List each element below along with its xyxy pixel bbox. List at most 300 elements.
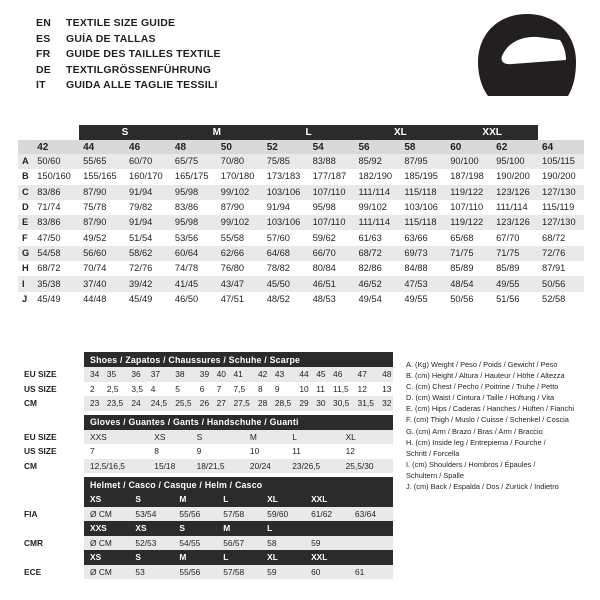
cmr-val-0: 52/53	[129, 536, 173, 551]
cell-b-8: 185/195	[400, 169, 446, 184]
cell-c-3: 95/98	[171, 185, 217, 200]
cmr-head-2: S	[173, 521, 217, 536]
cell-c-10: 123/126	[492, 185, 538, 200]
shoes-header-row	[18, 352, 393, 367]
cmr-unit: Ø CM	[84, 536, 129, 551]
header-text-de: TEXTILGRÖSSENFÜHRUNG	[66, 63, 212, 76]
header	[36, 16, 456, 94]
cell-c-7: 111/114	[354, 185, 400, 200]
shoes-eu-7: 41	[227, 367, 252, 382]
legend-item-h: H. (cm) Inside leg / Entrepierna / Fourche /	[406, 437, 546, 447]
gloves-cm-row	[18, 459, 393, 474]
row-label-g: G	[18, 246, 33, 261]
legend-item-b: B. (cm) Height / Altura / Hauteur / Höhe / Altezza	[406, 371, 565, 381]
cell-f-5: 57/60	[263, 230, 309, 245]
size-54: 54	[309, 140, 355, 154]
cell-g-5: 64/68	[263, 246, 309, 261]
shoes-us-7: 7,5	[227, 382, 252, 397]
cell-j-6: 48/53	[309, 292, 355, 307]
cell-i-5: 45/50	[263, 276, 309, 291]
gloves-us-1: 8	[148, 444, 190, 459]
ece-header-spacer	[18, 550, 84, 565]
legend-item-a: A. (Kg) Weight / Peso / Poids / Gewicht / Peso	[406, 360, 558, 369]
fia-label: FIA	[18, 507, 84, 522]
cmr-val-2: 56/57	[217, 536, 261, 551]
shoes-cm-9: 28,5	[269, 396, 294, 411]
cell-e-7: 111/114	[354, 215, 400, 230]
cmr-val-4: 59	[305, 536, 349, 551]
cell-j-5: 48/52	[263, 292, 309, 307]
fia-header-spacer	[18, 492, 84, 507]
cell-j-0: 45/49	[33, 292, 79, 307]
fia-val-4: 61/62	[305, 507, 349, 522]
cell-e-0: 83/86	[33, 215, 79, 230]
shoes-eu-5: 39	[194, 367, 211, 382]
group-band-m: M	[171, 125, 263, 140]
shoes-eu-14: 48	[376, 367, 393, 382]
helmet-header-row	[18, 477, 393, 492]
cell-h-1: 70/74	[79, 261, 125, 276]
cell-d-2: 79/82	[125, 200, 171, 215]
cell-g-0: 54/58	[33, 246, 79, 261]
fia-head-1: S	[129, 492, 173, 507]
fia-head-pad	[349, 492, 393, 507]
header-text-es: GUÍA DE TALLAS	[66, 32, 156, 45]
cell-e-1: 87/90	[79, 215, 125, 230]
gloves-title: Gloves / Guantes / Gants / Handschuhe / Guanti	[84, 415, 393, 430]
shoes-eu-row	[18, 367, 393, 382]
row-label-d: D	[18, 200, 33, 215]
cell-h-5: 78/82	[263, 261, 309, 276]
cell-b-4: 170/180	[217, 169, 263, 184]
shoes-us-10: 10	[293, 382, 310, 397]
cell-i-11: 50/56	[538, 276, 584, 291]
cmr-label: CMR	[18, 536, 84, 551]
shoes-cm-1: 23,5	[101, 396, 126, 411]
shoes-eu-9: 43	[269, 367, 294, 382]
row-label-c: C	[18, 185, 33, 200]
cell-f-3: 53/56	[171, 230, 217, 245]
table-row	[18, 215, 584, 230]
shoes-us-0: 2	[84, 382, 101, 397]
table-row	[18, 261, 584, 276]
shoes-cm-5: 26	[194, 396, 211, 411]
fia-head-3: L	[217, 492, 261, 507]
header-lang-en: EN	[36, 17, 51, 29]
gloves-us-row	[18, 444, 393, 459]
ece-head-4: XL	[261, 550, 305, 565]
table-row	[18, 292, 584, 307]
gloves-eu-label: EU SIZE	[18, 430, 84, 445]
cell-g-10: 71/75	[492, 246, 538, 261]
size-64: 64	[538, 140, 584, 154]
header-row-de	[36, 63, 456, 79]
ece-val-0: 53	[129, 565, 173, 580]
shoes-us-13: 12	[352, 382, 377, 397]
size-58: 58	[400, 140, 446, 154]
cell-b-2: 160/170	[125, 169, 171, 184]
size-42: 42	[33, 140, 79, 154]
cell-e-3: 95/98	[171, 215, 217, 230]
size-50: 50	[217, 140, 263, 154]
fia-head-2: M	[173, 492, 217, 507]
gloves-eu-5: XL	[340, 430, 393, 445]
cell-b-10: 190/200	[492, 169, 538, 184]
shoes-eu-0: 34	[84, 367, 101, 382]
gloves-eu-4: L	[286, 430, 339, 445]
cell-d-5: 91/94	[263, 200, 309, 215]
cell-g-4: 62/66	[217, 246, 263, 261]
cell-g-2: 58/62	[125, 246, 171, 261]
size-44: 44	[79, 140, 125, 154]
header-lang-fr: FR	[36, 48, 51, 60]
ece-val-5: 61	[349, 565, 393, 580]
cmr-value-row	[18, 536, 393, 551]
cmr-val-1: 54/55	[173, 536, 217, 551]
shoes-cm-11: 30	[310, 396, 327, 411]
cell-i-7: 46/52	[354, 276, 400, 291]
shoes-us-6: 7	[211, 382, 228, 397]
size-number-row	[18, 140, 584, 154]
gloves-eu-0: XXS	[84, 430, 148, 445]
cell-d-8: 103/106	[400, 200, 446, 215]
ece-value-row	[18, 565, 393, 580]
fia-unit: Ø CM	[84, 507, 129, 522]
legend-item-d: D. (cm) Waist / Cintura / Taille / Hüftung / Vita	[406, 393, 555, 403]
gloves-us-4: 11	[286, 444, 339, 459]
cell-i-4: 43/47	[217, 276, 263, 291]
cell-f-10: 67/70	[492, 230, 538, 245]
cell-b-5: 173/183	[263, 169, 309, 184]
gloves-cm-0: 12,5/16,5	[84, 459, 148, 474]
cell-f-11: 68/72	[538, 230, 584, 245]
shoes-cm-3: 24,5	[145, 396, 170, 411]
gloves-cm-4: 23/26,5	[286, 459, 339, 474]
gloves-us-0: 7	[84, 444, 148, 459]
legend-item-f: F. (cm) Thigh / Muslo / Cuisse / Schenkel / Coscia	[406, 415, 569, 425]
cell-b-9: 187/198	[446, 169, 492, 184]
ece-head-pad	[349, 550, 393, 565]
cmr-size-header-row	[18, 521, 393, 536]
shoes-us-3: 4	[145, 382, 170, 397]
fia-value-row	[18, 507, 393, 522]
gloves-eu-1: XS	[148, 430, 190, 445]
header-row-es	[36, 32, 456, 48]
shoes-cm-6: 27	[211, 396, 228, 411]
cell-e-10: 123/126	[492, 215, 538, 230]
shoes-us-11: 11	[310, 382, 327, 397]
ece-head-5: XXL	[305, 550, 349, 565]
gloves-header-row	[18, 415, 393, 430]
cmr-head-1: XS	[129, 521, 173, 536]
shoes-us-9: 9	[269, 382, 294, 397]
fia-val-2: 57/58	[217, 507, 261, 522]
header-lang-it: IT	[36, 79, 46, 91]
header-row-en	[36, 16, 456, 32]
row-label-b: B	[18, 169, 33, 184]
cell-i-8: 47/53	[400, 276, 446, 291]
group-band-blank-2	[538, 125, 584, 140]
table-row	[18, 246, 584, 261]
cell-b-3: 165/175	[171, 169, 217, 184]
cell-e-4: 99/102	[217, 215, 263, 230]
cell-h-8: 84/88	[400, 261, 446, 276]
ece-val-2: 57/58	[217, 565, 261, 580]
cell-c-1: 87/90	[79, 185, 125, 200]
row-label-f: F	[18, 230, 33, 245]
group-band-blank-1	[33, 125, 79, 140]
cell-a-10: 95/100	[492, 154, 538, 169]
shoes-eu-2: 36	[125, 367, 144, 382]
legend-item-i-cont: Schultern / Spalle	[406, 470, 464, 480]
size-60: 60	[446, 140, 492, 154]
cell-e-5: 103/106	[263, 215, 309, 230]
fia-head-4: XL	[261, 492, 305, 507]
fia-val-3: 59/60	[261, 507, 305, 522]
shoes-header-spacer	[18, 352, 84, 367]
shoes-us-row	[18, 382, 393, 397]
shoes-cm-row	[18, 396, 393, 411]
header-row-fr	[36, 47, 456, 63]
ece-head-1: S	[129, 550, 173, 565]
gloves-cm-3: 20/24	[244, 459, 286, 474]
cell-b-7: 182/190	[354, 169, 400, 184]
size-46: 46	[125, 140, 171, 154]
row-label-i: I	[18, 276, 33, 291]
cell-e-11: 127/130	[538, 215, 584, 230]
bottom-left-tables	[18, 352, 393, 583]
cell-h-9: 85/89	[446, 261, 492, 276]
gloves-cm-label: CM	[18, 459, 84, 474]
table-row	[18, 169, 584, 184]
cell-g-3: 60/64	[171, 246, 217, 261]
ece-val-1: 55/56	[173, 565, 217, 580]
cmr-val-3: 58	[261, 536, 305, 551]
shoes-us-2: 3,5	[125, 382, 144, 397]
cell-h-2: 72/76	[125, 261, 171, 276]
ece-label: ECE	[18, 565, 84, 580]
shoes-eu-6: 40	[211, 367, 228, 382]
cell-f-6: 59/62	[309, 230, 355, 245]
gloves-eu-row	[18, 430, 393, 445]
gloves-eu-3: M	[244, 430, 286, 445]
shoes-us-5: 6	[194, 382, 211, 397]
cell-i-0: 35/38	[33, 276, 79, 291]
cell-d-1: 75/78	[79, 200, 125, 215]
shoes-cm-2: 24	[125, 396, 144, 411]
shoes-cm-13: 31,5	[352, 396, 377, 411]
cell-h-6: 80/84	[309, 261, 355, 276]
cell-a-0: 50/60	[33, 154, 79, 169]
table-row	[18, 185, 584, 200]
table-row	[18, 230, 584, 245]
cell-d-4: 87/90	[217, 200, 263, 215]
cmr-head-pad2	[349, 521, 393, 536]
cell-i-1: 37/40	[79, 276, 125, 291]
ece-head-2: M	[173, 550, 217, 565]
cell-j-11: 52/58	[538, 292, 584, 307]
cell-f-2: 51/54	[125, 230, 171, 245]
cell-j-1: 44/48	[79, 292, 125, 307]
main-table-body	[18, 125, 584, 307]
cell-b-6: 177/187	[309, 169, 355, 184]
ece-val-4: 60	[305, 565, 349, 580]
cell-e-2: 91/94	[125, 215, 171, 230]
gloves-cm-1: 15/18	[148, 459, 190, 474]
shoes-eu-12: 46	[327, 367, 352, 382]
fia-head-5: XXL	[305, 492, 349, 507]
cell-f-0: 47/50	[33, 230, 79, 245]
cell-h-11: 87/91	[538, 261, 584, 276]
shoes-cm-7: 27,5	[227, 396, 252, 411]
shoes-table	[18, 352, 393, 411]
shoes-cm-4: 25,5	[169, 396, 194, 411]
shoes-eu-3: 37	[145, 367, 170, 382]
size-62: 62	[492, 140, 538, 154]
shoes-cm-8: 28	[252, 396, 269, 411]
gloves-us-5: 12	[340, 444, 393, 459]
cell-d-7: 99/102	[354, 200, 400, 215]
cell-i-9: 48/54	[446, 276, 492, 291]
cell-g-8: 69/73	[400, 246, 446, 261]
gloves-us-2: 9	[191, 444, 244, 459]
cell-b-1: 155/165	[79, 169, 125, 184]
cell-i-6: 46/51	[309, 276, 355, 291]
ece-head-3: L	[217, 550, 261, 565]
header-row-it	[36, 78, 456, 94]
cell-a-1: 55/65	[79, 154, 125, 169]
legend-item-i: I. (cm) Shoulders / Hombros / Épaules /	[406, 459, 536, 469]
table-row	[18, 154, 584, 169]
cell-a-5: 75/85	[263, 154, 309, 169]
cell-e-6: 107/110	[309, 215, 355, 230]
cell-c-5: 103/106	[263, 185, 309, 200]
cell-g-7: 68/72	[354, 246, 400, 261]
cell-e-9: 119/122	[446, 215, 492, 230]
cell-c-11: 127/130	[538, 185, 584, 200]
cell-a-8: 87/95	[400, 154, 446, 169]
gloves-cm-5: 25,5/30	[340, 459, 393, 474]
group-band-xl: XL	[354, 125, 446, 140]
cell-i-10: 49/55	[492, 276, 538, 291]
shoes-us-1: 2,5	[101, 382, 126, 397]
cmr-head-4: L	[261, 521, 305, 536]
size-52: 52	[263, 140, 309, 154]
cell-j-9: 50/56	[446, 292, 492, 307]
cell-f-7: 61/63	[354, 230, 400, 245]
gloves-table	[18, 415, 393, 474]
cell-c-8: 115/118	[400, 185, 446, 200]
cell-a-3: 65/75	[171, 154, 217, 169]
ece-val-3: 59	[261, 565, 305, 580]
size-row-label	[18, 140, 33, 154]
cell-h-3: 74/78	[171, 261, 217, 276]
shoes-eu-1: 35	[101, 367, 126, 382]
cell-g-9: 71/75	[446, 246, 492, 261]
gloves-cm-2: 18/21,5	[191, 459, 244, 474]
cell-d-11: 115/119	[538, 200, 584, 215]
cmr-head-0: XXS	[84, 521, 129, 536]
cmr-head-pad1	[305, 521, 349, 536]
gloves-eu-2: S	[191, 430, 244, 445]
cell-j-4: 47/51	[217, 292, 263, 307]
shoes-cm-label: CM	[18, 396, 84, 411]
cell-a-4: 70/80	[217, 154, 263, 169]
cell-c-0: 83/86	[33, 185, 79, 200]
cell-c-2: 91/94	[125, 185, 171, 200]
cell-f-9: 65/68	[446, 230, 492, 245]
cell-b-0: 150/160	[33, 169, 79, 184]
helmet-header-spacer	[18, 477, 84, 492]
legend-item-g: G. (cm) Arm / Brazo / Bras / Arm / Braccio	[406, 426, 543, 436]
group-band-spacer	[18, 125, 33, 140]
row-label-a: A	[18, 154, 33, 169]
cell-j-10: 51/56	[492, 292, 538, 307]
group-band-s: S	[79, 125, 171, 140]
cell-h-0: 68/72	[33, 261, 79, 276]
legend-item-j: J. (cm) Back / Espalda / Dos / Zurück / Indietro	[406, 482, 559, 492]
size-48: 48	[171, 140, 217, 154]
cell-i-2: 39/42	[125, 276, 171, 291]
cell-c-4: 99/102	[217, 185, 263, 200]
cell-f-1: 49/52	[79, 230, 125, 245]
cell-a-6: 83/88	[309, 154, 355, 169]
legend-item-e: E. (cm) Hips / Caderas / Hanches / Hüften / Fianchi	[406, 404, 574, 414]
header-lang-es: ES	[36, 32, 51, 45]
gloves-us-3: 10	[244, 444, 286, 459]
shoes-cm-0: 23	[84, 396, 101, 411]
cell-g-1: 56/60	[79, 246, 125, 261]
ece-size-header-row	[18, 550, 393, 565]
cell-a-7: 85/92	[354, 154, 400, 169]
cell-d-6: 95/98	[309, 200, 355, 215]
shoes-us-4: 5	[169, 382, 194, 397]
cmr-val-pad	[349, 536, 393, 551]
shoes-cm-12: 30,5	[327, 396, 352, 411]
cell-c-9: 119/122	[446, 185, 492, 200]
size-56: 56	[354, 140, 400, 154]
shoes-eu-label: EU SIZE	[18, 367, 84, 382]
cell-a-11: 105/115	[538, 154, 584, 169]
fia-head-0: XS	[84, 492, 129, 507]
shoes-us-12: 11,5	[327, 382, 352, 397]
cell-a-2: 60/70	[125, 154, 171, 169]
fia-val-1: 55/56	[173, 507, 217, 522]
shoes-title: Shoes / Zapatos / Chaussures / Schuhe / Scarpe	[84, 352, 393, 367]
cell-g-6: 66/70	[309, 246, 355, 261]
measurement-legend	[406, 360, 586, 493]
cell-j-3: 46/50	[171, 292, 217, 307]
cell-f-8: 63/66	[400, 230, 446, 245]
table-row	[18, 200, 584, 215]
group-band-row	[18, 125, 584, 140]
ece-head-0: XS	[84, 550, 129, 565]
cell-d-10: 111/114	[492, 200, 538, 215]
cmr-head-3: M	[217, 521, 261, 536]
cell-j-8: 49/55	[400, 292, 446, 307]
cell-d-3: 83/86	[171, 200, 217, 215]
gloves-us-label: US SIZE	[18, 444, 84, 459]
fia-val-0: 53/54	[129, 507, 173, 522]
cell-b-11: 190/200	[538, 169, 584, 184]
cell-f-4: 55/58	[217, 230, 263, 245]
ece-unit: Ø CM	[84, 565, 129, 580]
row-label-j: J	[18, 292, 33, 307]
shoes-us-label: US SIZE	[18, 382, 84, 397]
fia-size-header-row	[18, 492, 393, 507]
legend-item-c: C. (cm) Chest / Pecho / Poitrine / Truhe / Petto	[406, 382, 559, 392]
shoes-cm-10: 29	[293, 396, 310, 411]
